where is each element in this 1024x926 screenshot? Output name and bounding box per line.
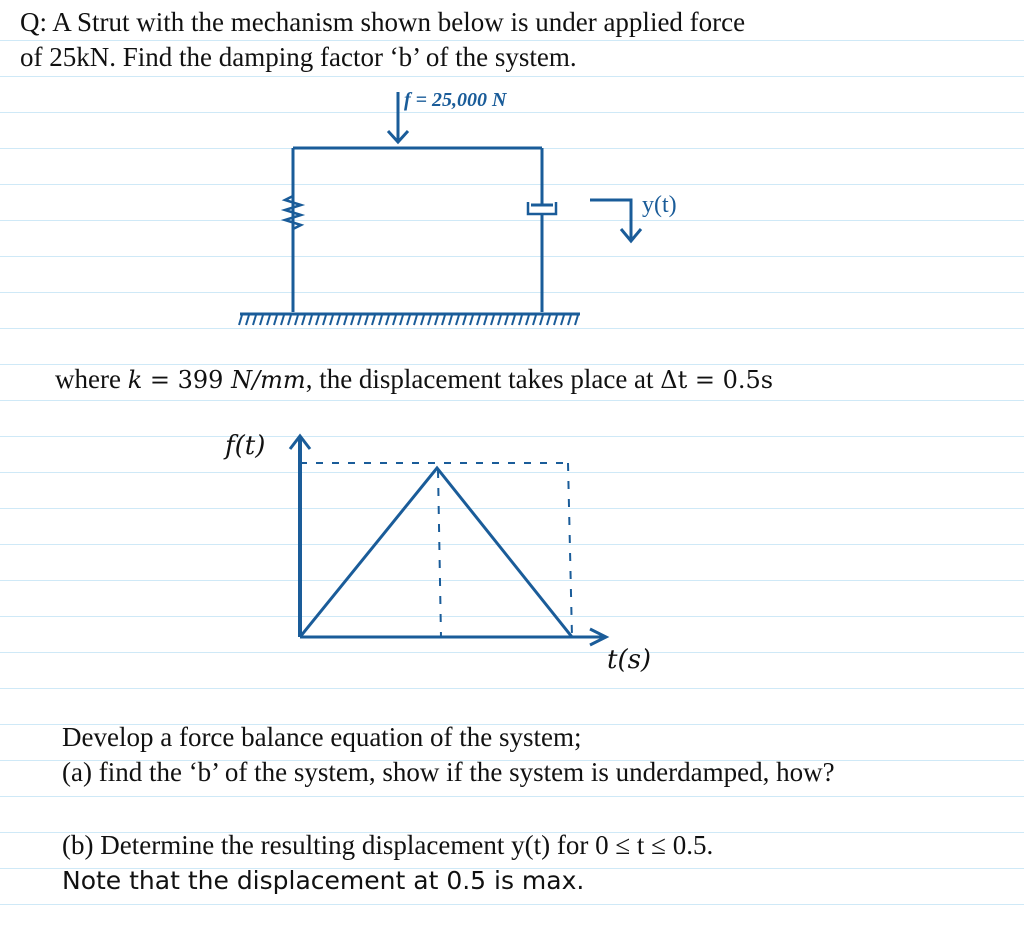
force-label: f = 25,000 N	[404, 89, 507, 111]
ground-hatch-mark	[344, 315, 347, 325]
force-time-graph	[290, 436, 606, 645]
displacement-label: y(t)	[642, 192, 677, 218]
k-unit: N/mm	[231, 366, 306, 394]
ground-hatch-mark	[442, 315, 445, 325]
ground-hatch-mark	[435, 315, 438, 325]
ground-hatch-mark	[533, 315, 536, 325]
k-value: = 399	[142, 366, 232, 394]
ground-hatch-mark	[239, 315, 242, 325]
question-line-1: Q: A Strut with the mechanism shown below is under applied force	[20, 7, 746, 37]
ground-hatch-mark	[386, 315, 389, 325]
ground-hatch-mark	[449, 315, 452, 325]
center-dashed-line	[438, 470, 441, 637]
ground-hatch-mark	[456, 315, 459, 325]
task-intro: Develop a force balance equation of the system;	[62, 722, 582, 752]
mechanism-diagram	[239, 92, 641, 325]
graph-y-label: f(t)	[225, 431, 266, 461]
given-line	[55, 362, 773, 398]
graph-x-label: t(s)	[607, 645, 652, 675]
ground-hatch-mark	[316, 315, 319, 325]
ground-hatch-mark	[568, 315, 571, 325]
given-middle: , the displacement takes place at	[305, 364, 661, 394]
ground-hatch-mark	[491, 315, 494, 325]
task-part-a: (a) find the ‘b’ of the system, show if the system is underdamped, how?	[62, 757, 835, 787]
ground-hatch-mark	[547, 315, 550, 325]
ground-hatch-mark	[323, 315, 326, 325]
triangular-pulse	[300, 468, 572, 637]
task-note: Note that the displacement at 0.5 is max.	[62, 866, 585, 895]
ground-hatch-mark	[351, 315, 354, 325]
ground-hatch-mark	[260, 315, 263, 325]
k-symbol: k	[127, 366, 143, 394]
ground-hatch-mark	[407, 315, 410, 325]
ground-hatch-mark	[428, 315, 431, 325]
ground-hatch-mark	[575, 315, 578, 325]
ground-hatch-mark	[295, 315, 298, 325]
ground-hatch-mark	[477, 315, 480, 325]
ground-hatch-mark	[309, 315, 312, 325]
delta-t-value: Δt = 0.5s	[660, 366, 774, 394]
ground-hatch-mark	[379, 315, 382, 325]
ground-hatch-mark	[246, 315, 249, 325]
ground-hatch-mark	[393, 315, 396, 325]
ground-hatch-mark	[540, 315, 543, 325]
ground-hatch-mark	[463, 315, 466, 325]
right-dashed-line	[568, 463, 572, 637]
task-part-b: (b) Determine the resulting displacement y(t) for 0 ≤ t ≤ 0.5.	[62, 830, 714, 860]
given-prefix: where	[55, 364, 128, 394]
ground-hatch-mark	[561, 315, 564, 325]
ground-hatch-mark	[421, 315, 424, 325]
ground-hatch-mark	[519, 315, 522, 325]
damper-icon	[528, 202, 556, 214]
ground-hatch-mark	[505, 315, 508, 325]
ground-hatch-mark	[337, 315, 340, 325]
ground-hatch-mark	[554, 315, 557, 325]
ground-hatch-mark	[512, 315, 515, 325]
ground-hatch-icon	[239, 315, 578, 325]
ground-hatch-mark	[414, 315, 417, 325]
ground-hatch-mark	[484, 315, 487, 325]
ground-hatch-mark	[498, 315, 501, 325]
ground-hatch-mark	[470, 315, 473, 325]
question-line-2: of 25kN. Find the damping factor ‘b’ of the system.	[20, 42, 577, 72]
ground-hatch-mark	[365, 315, 368, 325]
ground-hatch-mark	[358, 315, 361, 325]
displacement-arrow-icon	[590, 200, 641, 241]
ground-hatch-mark	[330, 315, 333, 325]
ground-hatch-mark	[253, 315, 256, 325]
ground-hatch-mark	[267, 315, 270, 325]
ground-hatch-mark	[302, 315, 305, 325]
ground-hatch-mark	[526, 315, 529, 325]
ground-hatch-mark	[372, 315, 375, 325]
ground-hatch-mark	[281, 315, 284, 325]
ground-hatch-mark	[288, 315, 291, 325]
ground-hatch-mark	[400, 315, 403, 325]
ground-hatch-mark	[274, 315, 277, 325]
